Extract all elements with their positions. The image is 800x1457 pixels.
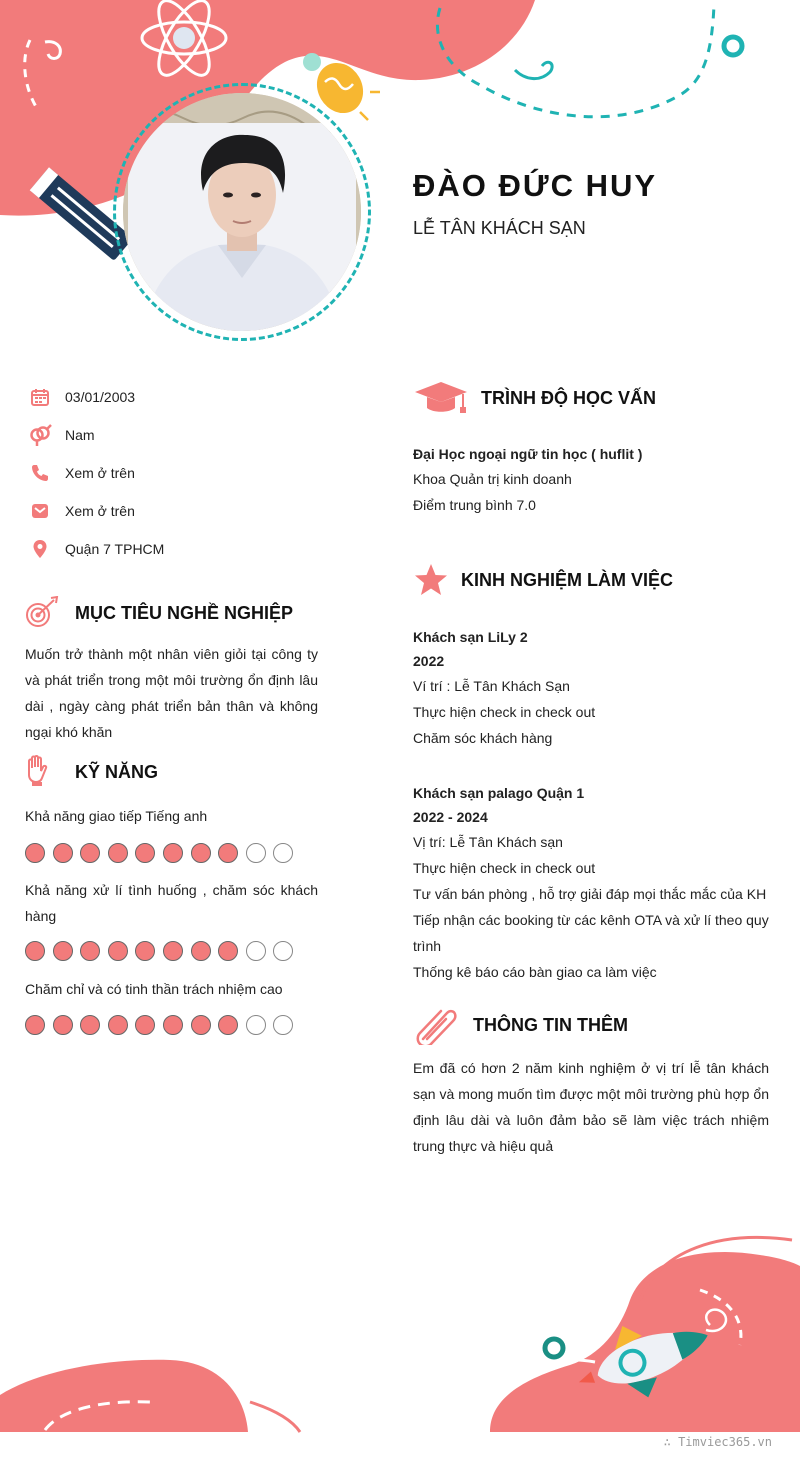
- loop-decoration: [706, 1310, 726, 1331]
- rating-dot-filled: [135, 1015, 155, 1035]
- ring-decoration: [724, 37, 742, 55]
- objective-title: MỤC TIÊU NGHỀ NGHIỆP: [75, 602, 294, 623]
- rating-dot-empty: [273, 941, 293, 961]
- rating-dot-filled: [53, 1015, 73, 1035]
- rating-dot-filled: [163, 1015, 183, 1035]
- job-detail: Vị trí: Lễ Tân Khách sạn: [413, 834, 563, 850]
- education-faculty: Khoa Quản trị kinh doanh: [413, 471, 572, 487]
- job-detail: Thực hiện check in check out: [413, 860, 596, 876]
- email-text: Xem ở trên: [65, 503, 135, 519]
- contact-phone: [28, 461, 135, 485]
- skill-name: Khả năng xử lí tình huống , chăm sóc khách hàng: [25, 882, 318, 924]
- raised-hand-icon: [24, 755, 52, 789]
- contact-email: [28, 499, 135, 523]
- dashed-curve-decoration: [700, 1290, 741, 1345]
- ring-decoration: [545, 1339, 563, 1357]
- rating-dot-filled: [53, 941, 73, 961]
- skill-rating: [25, 843, 293, 863]
- gender-text: Nam: [65, 427, 95, 443]
- rating-dot-filled: [135, 843, 155, 863]
- job-detail: trình: [413, 938, 442, 954]
- skill-name: Khả năng giao tiếp Tiếng anh: [25, 808, 208, 824]
- rating-dot-filled: [108, 843, 128, 863]
- star-icon: [413, 563, 449, 597]
- job-company: Khách sạn LiLy 2: [413, 629, 528, 645]
- job-detail: Thống kê báo cáo bàn giao ca làm việc: [413, 964, 657, 980]
- rating-dot-filled: [25, 941, 45, 961]
- dashed-curve-decoration: [45, 1402, 150, 1430]
- rating-dot-filled: [80, 941, 100, 961]
- location-pin-icon: [28, 537, 52, 561]
- rating-dot-empty: [273, 1015, 293, 1035]
- section-heading-objective: [24, 596, 293, 630]
- rating-dot-filled: [135, 941, 155, 961]
- candidate-name: ĐÀO ĐỨC HUY: [413, 168, 658, 203]
- calendar-icon: [28, 385, 52, 409]
- job-detail: Tư vấn bán phòng , hỗ trợ giải đáp mọi thắc mắc của KH: [413, 886, 767, 902]
- contact-gender: [28, 423, 95, 447]
- rating-dot-filled: [53, 843, 73, 863]
- education-gpa: Điểm trung bình 7.0: [413, 497, 536, 513]
- profile-photo: [123, 93, 361, 331]
- curve-decoration: [250, 1402, 300, 1432]
- skill-name: Chăm chỉ và có tinh thần trách nhiệm cao: [25, 981, 283, 997]
- job-detail: Tiếp nhận các booking từ các kênh OTA và xử lí theo quy: [413, 912, 769, 928]
- objective-text: Muốn trở thành một nhân viên giỏi tại công ty và phát triển trong một môi trường ổn định lâu dài , ngày càng phát triển bản thân và không ngại khó khăn: [25, 646, 318, 740]
- rating-dot-filled: [191, 1015, 211, 1035]
- rating-dot-filled: [163, 941, 183, 961]
- skills-title: KỸ NĂNG: [75, 761, 159, 782]
- loop-decoration: [515, 62, 552, 78]
- email-icon: [28, 499, 52, 523]
- education-title: TRÌNH ĐỘ HỌC VẤN: [481, 387, 656, 408]
- curve-decoration: [490, 1360, 595, 1380]
- rating-dot-filled: [218, 843, 238, 863]
- curve-decoration: [640, 1238, 792, 1301]
- graduation-cap-icon: [413, 380, 469, 416]
- contact-address: [28, 537, 164, 561]
- rating-dot-filled: [163, 843, 183, 863]
- phone-text: Xem ở trên: [65, 465, 135, 481]
- skill-rating: [25, 941, 293, 961]
- education-school: Đại Học ngoại ngữ tin học ( huflit ): [413, 446, 643, 462]
- rating-dot-empty: [273, 843, 293, 863]
- extra-title: THÔNG TIN THÊM: [473, 1014, 628, 1035]
- rating-dot-filled: [80, 843, 100, 863]
- job-period: 2022 - 2024: [413, 809, 488, 825]
- job-detail: Ví trí : Lễ Tân Khách Sạn: [413, 678, 570, 694]
- rating-dot-filled: [25, 1015, 45, 1035]
- contact-birthdate: [28, 385, 135, 409]
- rating-dot-filled: [108, 1015, 128, 1035]
- extra-text: Em đã có hơn 2 năm kinh nghiệm ở vị trí lễ tân khách sạn và mong muốn tìm được một môi trường phù hợp ổn định lâu dài và luôn đảm bảo sẽ làm việc trách nhiệm trung thực và hiệu quả: [413, 1060, 769, 1154]
- target-icon: [24, 596, 60, 630]
- bottom-left-blob-shape: [0, 1360, 248, 1432]
- job-detail: Chăm sóc khách hàng: [413, 730, 553, 746]
- watermark: ∴ Timviec365.vn: [663, 1435, 772, 1449]
- section-heading-skills: [24, 755, 158, 789]
- rating-dot-empty: [246, 941, 266, 961]
- job-detail: Thực hiện check in check out: [413, 704, 596, 720]
- rating-dot-empty: [246, 1015, 266, 1035]
- rating-dot-filled: [191, 843, 211, 863]
- rating-dot-filled: [25, 843, 45, 863]
- job-title: LỄ TÂN KHÁCH SẠN: [413, 218, 586, 238]
- bottom-right-blob-shape: [490, 1252, 800, 1432]
- paperclip-icon: [413, 1005, 459, 1045]
- birthdate-text: 03/01/2003: [65, 389, 136, 405]
- rocket-icon: [566, 1300, 721, 1418]
- job-company: Khách sạn palago Quận 1: [413, 785, 585, 801]
- rating-dot-filled: [191, 941, 211, 961]
- job-period: 2022: [413, 653, 445, 669]
- section-heading-extra: [413, 1005, 628, 1045]
- gender-icon: [28, 423, 52, 447]
- phone-icon: [28, 461, 52, 485]
- section-heading-experience: [413, 563, 673, 597]
- rating-dot-empty: [246, 843, 266, 863]
- rating-dot-filled: [218, 1015, 238, 1035]
- section-heading-education: [413, 380, 656, 416]
- skill-rating: [25, 1015, 293, 1035]
- avatar: [123, 93, 361, 331]
- rating-dot-filled: [80, 1015, 100, 1035]
- rating-dot-filled: [108, 941, 128, 961]
- rating-dot-filled: [218, 941, 238, 961]
- experience-title: KINH NGHIỆM LÀM VIỆC: [461, 569, 674, 590]
- address-text: Quận 7 TPHCM: [65, 541, 165, 557]
